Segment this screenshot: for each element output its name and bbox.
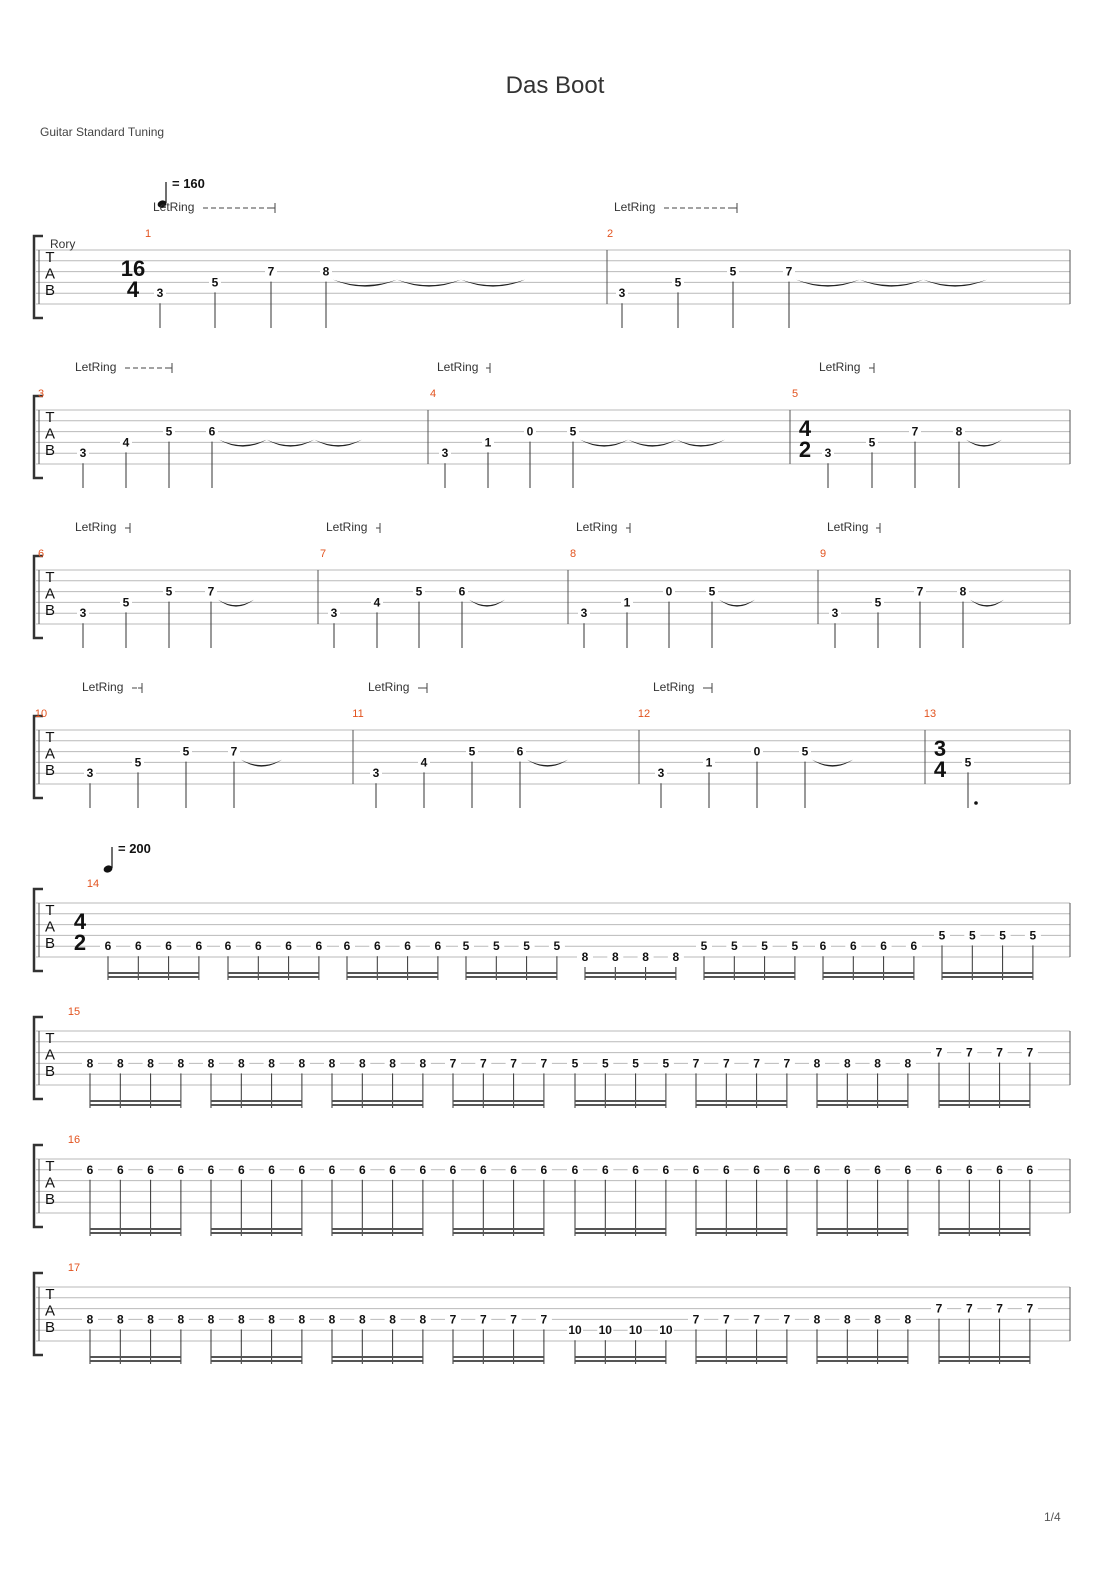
fret-number: 7 — [267, 264, 275, 279]
fret-number: 3 — [156, 286, 164, 301]
tab-system-8 — [34, 1262, 1070, 1364]
tie-arc — [397, 280, 461, 287]
fret-number: 7 — [510, 1056, 517, 1071]
fret-number: 8 — [116, 1312, 124, 1327]
fret-number: 8 — [177, 1056, 185, 1071]
fret-number: 10 — [628, 1323, 643, 1338]
fret-number: 7 — [753, 1056, 760, 1071]
tie-arc — [241, 760, 282, 767]
tab-clef-letter: B — [44, 1063, 56, 1080]
fret-number: 8 — [328, 1056, 336, 1071]
fret-number: 3 — [330, 606, 338, 621]
measure-number: 6 — [37, 548, 45, 560]
fret-number: 1 — [623, 595, 631, 610]
fret-number: 10 — [568, 1323, 582, 1338]
fret-number: 4 — [122, 435, 130, 450]
time-signature-numerator: 4 — [73, 909, 87, 934]
fret-number: 6 — [224, 939, 232, 954]
fret-number: 5 — [801, 744, 809, 759]
fret-number: 7 — [935, 1045, 943, 1060]
fret-number: 6 — [134, 939, 142, 954]
time-signature-denominator: 4 — [933, 757, 947, 782]
fret-number: 8 — [147, 1056, 154, 1071]
fret-number: 6 — [434, 939, 442, 954]
tab-clef-letter: A — [44, 585, 56, 603]
fret-number: 6 — [449, 1162, 457, 1177]
fret-number: 6 — [965, 1162, 973, 1177]
fret-number: 5 — [968, 928, 976, 943]
measure-number: 3 — [37, 388, 45, 400]
tempo-marking: = 160 — [172, 176, 205, 191]
measure-number: 5 — [791, 388, 799, 400]
fret-number: 6 — [165, 939, 172, 954]
tab-clef-letter: A — [44, 745, 56, 763]
fret-number: 8 — [672, 950, 680, 964]
fret-number: 6 — [540, 1162, 548, 1177]
fret-number: 7 — [965, 1045, 973, 1060]
fret-number: 6 — [147, 1162, 154, 1177]
fret-number: 7 — [996, 1045, 1003, 1060]
fret-number: 1 — [484, 435, 492, 450]
fret-number: 3 — [372, 766, 380, 781]
fret-number: 5 — [165, 584, 173, 599]
fret-number: 0 — [665, 584, 673, 599]
fret-number: 4 — [373, 595, 381, 610]
fret-number: 6 — [195, 939, 203, 954]
let-ring-label: LetRing — [576, 520, 618, 534]
measure-number: 7 — [319, 548, 327, 560]
fret-number: 6 — [662, 1162, 670, 1177]
fret-number: 6 — [479, 1162, 487, 1177]
tab-clef-letter: T — [45, 249, 55, 266]
fret-number: 5 — [182, 744, 190, 759]
fret-number: 6 — [571, 1162, 579, 1177]
fret-number: 6 — [1026, 1162, 1034, 1177]
fret-number: 6 — [843, 1162, 851, 1177]
fret-number: 8 — [86, 1312, 94, 1327]
fret-number: 7 — [996, 1301, 1003, 1316]
fret-number: 6 — [753, 1162, 760, 1177]
fret-number: 10 — [598, 1323, 612, 1338]
fret-number: 8 — [328, 1312, 336, 1327]
fret-number: 5 — [964, 755, 972, 770]
fret-number: 3 — [618, 286, 626, 301]
fret-number: 5 — [700, 939, 708, 954]
tie-arc — [796, 280, 860, 287]
fret-number: 5 — [601, 1056, 609, 1071]
tie-arc — [218, 600, 254, 607]
fret-number: 6 — [237, 1162, 245, 1177]
fret-number: 6 — [849, 939, 857, 954]
tie-arc — [923, 280, 987, 287]
fret-number: 6 — [343, 939, 351, 954]
fret-number: 7 — [540, 1056, 548, 1071]
fret-number: 6 — [458, 584, 466, 599]
fret-number: 6 — [104, 939, 112, 954]
tie-arc — [461, 280, 525, 287]
measure-number: 12 — [637, 708, 651, 720]
fret-number: 7 — [230, 744, 238, 759]
fret-number: 8 — [843, 1056, 851, 1071]
tie-arc — [267, 440, 315, 447]
fret-number: 5 — [761, 939, 768, 954]
tab-system-4 — [34, 680, 1070, 808]
fret-number: 3 — [79, 446, 87, 461]
fret-number: 7 — [479, 1056, 487, 1071]
fret-number: 7 — [722, 1056, 730, 1071]
fret-number: 6 — [632, 1162, 639, 1177]
tie-arc — [970, 600, 1004, 607]
fret-number: 5 — [462, 939, 470, 954]
tie-arc — [527, 760, 568, 767]
fret-number: 6 — [358, 1162, 366, 1177]
fret-number: 8 — [358, 1056, 366, 1071]
measure-number: 10 — [34, 708, 48, 720]
measure-number: 17 — [67, 1262, 81, 1274]
fret-number: 5 — [523, 939, 530, 954]
measure-number: 4 — [429, 388, 437, 400]
fret-number: 6 — [285, 939, 292, 954]
tab-clef-letter: T — [45, 569, 55, 586]
fret-number: 5 — [868, 435, 876, 450]
fret-number: 6 — [315, 939, 323, 954]
let-ring-label: LetRing — [82, 680, 124, 694]
fret-number: 7 — [965, 1301, 973, 1316]
fret-number: 6 — [510, 1162, 517, 1177]
let-ring-label: LetRing — [437, 360, 479, 374]
fret-number: 8 — [904, 1312, 912, 1327]
fret-number: 8 — [874, 1312, 881, 1327]
fret-number: 3 — [657, 766, 665, 781]
tie-arc — [469, 600, 505, 607]
let-ring-label: LetRing — [614, 200, 656, 214]
fret-number: 3 — [86, 766, 94, 781]
fret-number: 5 — [632, 1056, 639, 1071]
tab-clef-letter: T — [45, 1286, 55, 1303]
fret-number: 5 — [492, 939, 500, 954]
tab-clef-letter: T — [45, 729, 55, 746]
fret-number: 8 — [389, 1312, 396, 1327]
tab-system-3 — [34, 520, 1070, 648]
fret-number: 6 — [910, 939, 918, 954]
fret-number: 6 — [904, 1162, 912, 1177]
tab-clef-letter: B — [44, 602, 56, 619]
tab-clef-letter: A — [44, 1302, 56, 1320]
fret-number: 8 — [207, 1312, 215, 1327]
tab-system-1 — [34, 176, 1070, 328]
fret-number: 7 — [479, 1312, 487, 1327]
tie-arc — [314, 440, 362, 447]
tie-arc — [812, 760, 853, 767]
tie-arc — [860, 280, 924, 287]
fret-number: 5 — [708, 584, 716, 599]
measure-number: 8 — [569, 548, 577, 560]
time-signature-denominator: 4 — [126, 277, 140, 302]
fret-number: 8 — [874, 1056, 881, 1071]
fret-number: 5 — [730, 939, 738, 954]
fret-number: 8 — [322, 264, 330, 279]
fret-number: 6 — [516, 744, 524, 759]
fret-number: 8 — [116, 1056, 124, 1071]
measure-number: 1 — [144, 228, 152, 240]
tab-clef-letter: T — [45, 409, 55, 426]
fret-number: 5 — [122, 595, 130, 610]
fret-number: 6 — [783, 1162, 791, 1177]
tie-arc — [580, 440, 628, 447]
fret-number: 6 — [601, 1162, 609, 1177]
fret-number: 7 — [783, 1056, 791, 1071]
fret-number: 6 — [208, 424, 216, 439]
fret-number: 7 — [449, 1056, 457, 1071]
fret-number: 6 — [874, 1162, 881, 1177]
fret-number: 8 — [813, 1312, 821, 1327]
time-signature-denominator: 2 — [798, 437, 812, 462]
page-number: 1/4 — [1044, 1510, 1061, 1524]
tab-clef-letter: A — [44, 1174, 56, 1192]
fret-number: 8 — [611, 950, 619, 964]
fret-number: 6 — [813, 1162, 821, 1177]
fret-number: 7 — [449, 1312, 457, 1327]
fret-number: 5 — [674, 275, 682, 290]
tie-arc — [219, 440, 267, 447]
fret-number: 8 — [581, 950, 589, 964]
fret-number: 7 — [692, 1056, 700, 1071]
fret-number: 7 — [785, 264, 793, 279]
tab-clef-letter: A — [44, 1046, 56, 1064]
fret-number: 6 — [996, 1162, 1003, 1177]
fret-number: 8 — [207, 1056, 215, 1071]
fret-number: 6 — [86, 1162, 94, 1177]
tie-arc — [628, 440, 676, 447]
fret-number: 5 — [571, 1056, 579, 1071]
fret-number: 5 — [553, 939, 561, 954]
let-ring-label: LetRing — [153, 200, 195, 214]
fret-number: 7 — [911, 424, 919, 439]
fret-number: 5 — [1029, 928, 1037, 943]
fret-number: 7 — [722, 1312, 730, 1327]
fret-number: 6 — [419, 1162, 427, 1177]
time-signature-numerator: 16 — [120, 256, 146, 281]
fret-number: 5 — [874, 595, 882, 610]
fret-number: 6 — [207, 1162, 215, 1177]
tie-arc — [966, 440, 1002, 447]
fret-number: 6 — [692, 1162, 700, 1177]
fret-number: 6 — [116, 1162, 124, 1177]
fret-number: 5 — [569, 424, 577, 439]
fret-number: 1 — [705, 755, 713, 770]
fret-number: 8 — [843, 1312, 851, 1327]
fret-number: 8 — [419, 1056, 427, 1071]
fret-number: 6 — [177, 1162, 185, 1177]
tab-clef-letter: A — [44, 265, 56, 283]
tab-clef-letter: T — [45, 1158, 55, 1175]
let-ring-label: LetRing — [75, 360, 117, 374]
fret-number: 6 — [404, 939, 411, 954]
tab-system-2 — [34, 360, 1070, 488]
let-ring-label: LetRing — [827, 520, 869, 534]
tab-clef-letter: B — [44, 1319, 56, 1336]
fret-number: 7 — [540, 1312, 548, 1327]
fret-number: 8 — [904, 1056, 912, 1071]
let-ring-label: LetRing — [819, 360, 861, 374]
fret-number: 8 — [642, 950, 649, 964]
fret-number: 5 — [729, 264, 737, 279]
let-ring-label: LetRing — [653, 680, 695, 694]
measure-number: 13 — [923, 708, 937, 720]
fret-number: 6 — [373, 939, 381, 954]
tie-arc — [719, 600, 755, 607]
tab-clef-letter: B — [44, 762, 56, 779]
tab-clef-letter: B — [44, 935, 56, 952]
fret-number: 8 — [86, 1056, 94, 1071]
fret-number: 3 — [824, 446, 832, 461]
fret-number: 8 — [298, 1312, 306, 1327]
fret-number: 3 — [580, 606, 588, 621]
fret-number: 6 — [935, 1162, 943, 1177]
instrument-name: Rory — [50, 237, 76, 251]
tab-clef-letter: B — [44, 442, 56, 459]
tab-clef-letter: T — [45, 902, 55, 919]
fret-number: 6 — [298, 1162, 306, 1177]
measure-number: 15 — [67, 1006, 81, 1018]
fret-number: 7 — [916, 584, 924, 599]
fret-number: 6 — [819, 939, 827, 954]
measure-number: 9 — [819, 548, 827, 560]
measure-number: 14 — [86, 878, 100, 890]
time-signature-denominator: 2 — [73, 930, 87, 955]
fret-number: 3 — [79, 606, 87, 621]
tab-clef-letter: A — [44, 918, 56, 936]
let-ring-label: LetRing — [368, 680, 410, 694]
tab-system-5 — [34, 841, 1070, 980]
tab-system-7 — [34, 1134, 1070, 1236]
fret-number: 3 — [441, 446, 449, 461]
fret-number: 8 — [268, 1056, 275, 1071]
fret-number: 4 — [420, 755, 428, 770]
fret-number: 8 — [389, 1056, 396, 1071]
fret-number: 8 — [177, 1312, 185, 1327]
fret-number: 7 — [692, 1312, 700, 1327]
tuning-label: Guitar Standard Tuning — [40, 125, 165, 139]
fret-number: 8 — [959, 584, 967, 599]
fret-number: 6 — [328, 1162, 336, 1177]
measure-number: 2 — [606, 228, 614, 240]
fret-number: 6 — [389, 1162, 396, 1177]
fret-number: 7 — [1026, 1301, 1034, 1316]
fret-number: 7 — [207, 584, 215, 599]
fret-number: 0 — [526, 424, 534, 439]
fret-number: 5 — [938, 928, 946, 943]
time-signature-numerator: 4 — [798, 416, 812, 441]
fret-number: 8 — [298, 1056, 306, 1071]
fret-number: 6 — [722, 1162, 730, 1177]
fret-number: 5 — [468, 744, 476, 759]
fret-number: 8 — [419, 1312, 427, 1327]
fret-number: 7 — [783, 1312, 791, 1327]
measure-number: 11 — [352, 708, 364, 720]
fret-number: 8 — [268, 1312, 275, 1327]
fret-number: 6 — [880, 939, 887, 954]
tab-clef-letter: B — [44, 1191, 56, 1208]
fret-number: 8 — [358, 1312, 366, 1327]
measure-number: 16 — [67, 1134, 81, 1146]
fret-number: 7 — [510, 1312, 517, 1327]
fret-number: 8 — [237, 1056, 245, 1071]
fret-number: 3 — [831, 606, 839, 621]
fret-number: 7 — [935, 1301, 943, 1316]
let-ring-label: LetRing — [326, 520, 368, 534]
tie-arc — [677, 440, 725, 447]
fret-number: 5 — [134, 755, 142, 770]
fret-number: 8 — [813, 1056, 821, 1071]
fret-number: 8 — [955, 424, 963, 439]
tab-clef-letter: T — [45, 1030, 55, 1047]
let-ring-label: LetRing — [75, 520, 117, 534]
fret-number: 8 — [237, 1312, 245, 1327]
fret-number: 5 — [791, 939, 799, 954]
tempo-marking: = 200 — [118, 841, 151, 856]
fret-number: 5 — [415, 584, 423, 599]
fret-number: 5 — [211, 275, 219, 290]
fret-number: 5 — [999, 928, 1006, 943]
fret-number: 6 — [254, 939, 262, 954]
fret-number: 6 — [268, 1162, 275, 1177]
fret-number: 8 — [147, 1312, 154, 1327]
tab-system-6 — [34, 1006, 1070, 1108]
fret-number: 7 — [753, 1312, 760, 1327]
fret-number: 7 — [1026, 1045, 1034, 1060]
fret-number: 5 — [662, 1056, 670, 1071]
dot — [974, 801, 978, 805]
song-title: Das Boot — [505, 72, 605, 99]
fret-number: 10 — [659, 1323, 673, 1338]
tab-clef-letter: B — [44, 282, 56, 299]
tie-arc — [333, 280, 397, 287]
fret-number: 5 — [165, 424, 173, 439]
time-signature-numerator: 3 — [933, 736, 947, 761]
fret-number: 0 — [753, 744, 761, 759]
tab-clef-letter: A — [44, 425, 56, 443]
